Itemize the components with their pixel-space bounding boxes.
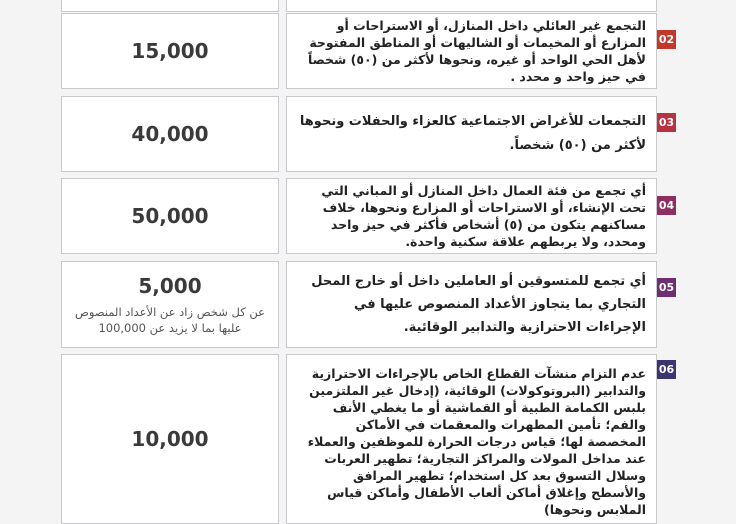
violation-description-cell — [286, 13, 657, 89]
violation-description-cell — [286, 354, 657, 524]
violation-description: التجمع غير العائلي داخل المنازل، أو الاستراحات أو المزارع أو المخيمات أو الشاليهات أو المناطق المفتوحة لأهل الحي الواحد أو غيره، ونحوها لأكثر من (٥٠) شخصاً في حيز واحد و محدد . — [308, 18, 646, 84]
fine-amount-cell — [61, 354, 279, 524]
fine-amount: 40,000 — [131, 122, 209, 146]
violation-description: أي تجمع للمتسوقين أو العاملين داخل أو خارج المحل التجاري بما يتجاوز الأعداد المنصوص عليها في الإجراءات الاحترازية والتدابير الوقائية. — [311, 274, 646, 335]
violation-description: عدم التزام منشآت القطاع الخاص بالإجراءات الاحترازية والتدابير (البروتوكولات) الوقائية، (إدخال غير الملتزمين بلبس الكمامة الطبية أو القماشية أو ما يغطي الأنف والفم؛ تأمين المطهرات والمعقمات في الأماكن المخصصة لها؛ قياس درجات الحرارة للموظفين والعملاء عند مداخل المولات والمراكز التجارية؛ تطهير العربات وسلال التسوق بعد كل استخدام؛ تطهير المرافق والأسطح وإغلاق أماكن ألعاب الأطفال وأماكن قياس الملابس ونحوها) — [307, 366, 646, 517]
fine-amount-cell — [61, 178, 279, 254]
fine-amount-cell — [61, 0, 279, 12]
fine-amount-cell — [61, 96, 279, 172]
row-number-badge: 06 — [657, 360, 676, 379]
violation-description-cell — [286, 261, 657, 348]
row-number-badge: 02 — [657, 30, 676, 49]
fine-amount-cell — [61, 13, 279, 89]
row-number-badge: 04 — [657, 196, 676, 215]
violation-description: أي تجمع من فئة العمال داخل المنازل أو المباني التي تحت الإنشاء، أو الاستراحات أو المزارع ونحوها، خلاف مساكنهم يتكون من (٥) أشخاص فأكثر في حيز واحد ومحدد، ولا يربطهم علاقة سكنية واحدة. — [321, 183, 646, 249]
violation-description-cell — [286, 96, 657, 172]
fine-amount-cell — [61, 261, 279, 348]
fine-amount: 15,000 — [131, 39, 209, 63]
violation-description: التجمعات للأغراض الاجتماعية كالعزاء والحفلات ونحوها لأكثر من (٥٠) شخصاً. — [299, 114, 646, 153]
row-number-badge: 03 — [657, 113, 676, 132]
violation-description-cell — [286, 0, 657, 12]
fine-amount: 50,000 — [131, 204, 209, 228]
fine-amount: 10,000 — [131, 427, 209, 451]
violation-description-cell — [286, 178, 657, 254]
row-number-badge: 05 — [657, 278, 676, 297]
fine-amount-note: عن كل شخص زاد عن الأعداد المنصوص عليها بما لا يزيد عن 100,000 — [75, 304, 265, 335]
fine-amount: 5,000 — [138, 273, 202, 298]
